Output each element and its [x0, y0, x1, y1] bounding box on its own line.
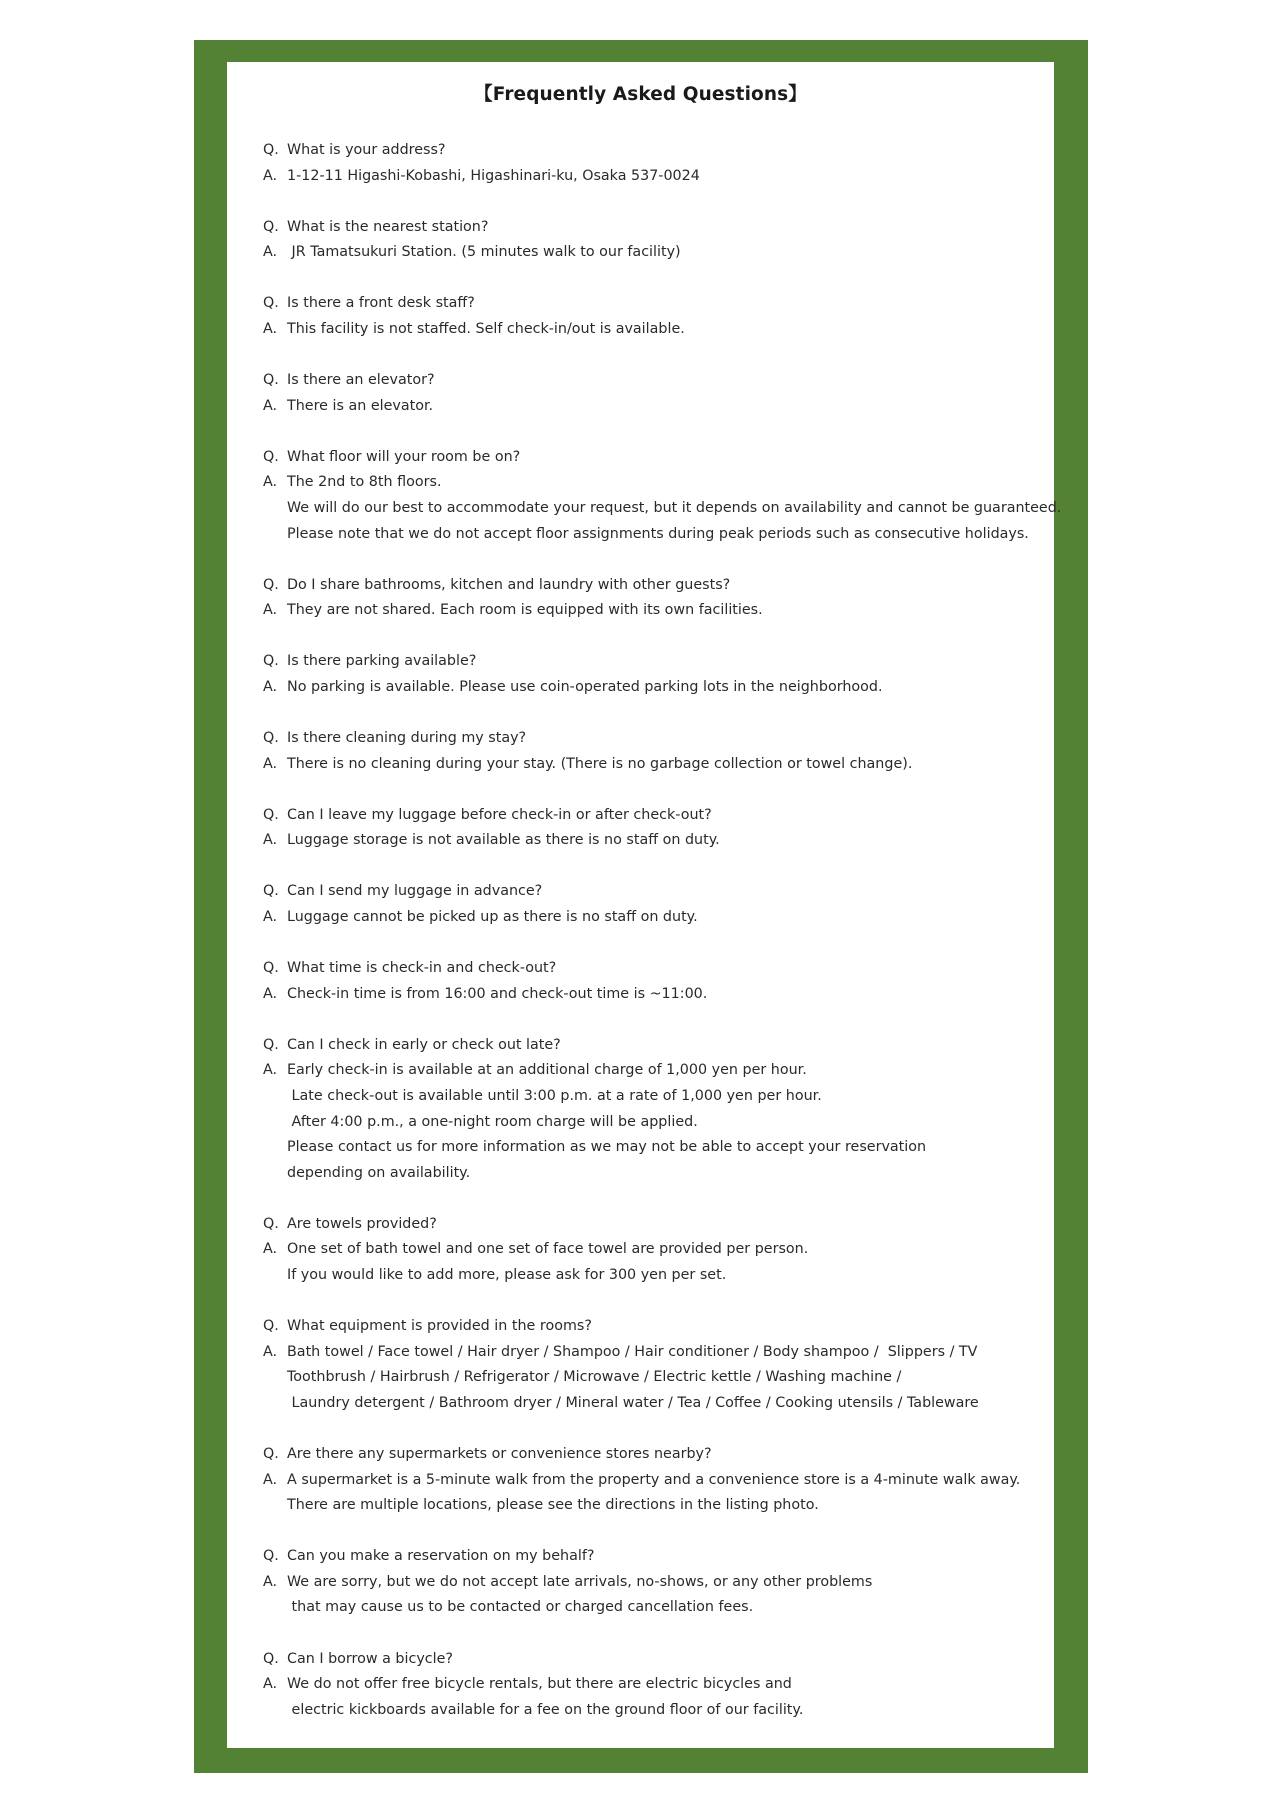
faq-question [263, 803, 1053, 829]
answer-text: There are multiple locations, please see the directions in the listing photo. [287, 1497, 819, 1514]
faq-item [263, 138, 1053, 189]
faq-answer [263, 1340, 1053, 1366]
answer-text: If you would like to add more, please ask for 300 yen per set. [287, 1267, 727, 1283]
faq-answer-continued [263, 1493, 1053, 1519]
question-marker: Q. [263, 1215, 279, 1232]
faq-item [263, 445, 1062, 547]
faq-question [263, 573, 1053, 599]
faq-question [263, 138, 1053, 164]
faq-answer [263, 470, 1053, 496]
question-text: Is there parking available? [287, 653, 477, 670]
question-marker: Q. [263, 1036, 279, 1053]
question-text: Is there a front desk staff? [287, 295, 475, 312]
faq-answer [263, 317, 1053, 343]
faq-question [263, 215, 1053, 241]
question-text: Can I leave my luggage before check-in or after check-out? [287, 806, 712, 823]
answer-text: Check-in time is from 16:00 and check-out time is ~11:00. [287, 985, 708, 1002]
faq-item [263, 726, 1053, 777]
question-marker: Q. [263, 295, 279, 312]
question-text: What floor will your room be on? [287, 448, 521, 465]
question-text: Are there any supermarkets or convenience stores nearby? [287, 1445, 712, 1462]
question-marker: Q. [263, 448, 279, 465]
faq-question [263, 1544, 1053, 1570]
question-text: Can I borrow a bicycle? [287, 1650, 453, 1667]
answer-marker: A. [263, 602, 278, 619]
answer-text: We do not offer free bicycle rentals, but there are electric bicycles and [287, 1676, 792, 1693]
faq-question [263, 956, 1053, 982]
faq-answer [263, 1058, 1053, 1084]
faq-answer [263, 752, 1053, 778]
faq-sheet [227, 62, 1062, 1748]
answer-text: There is no cleaning during your stay. (There is no garbage collection or towel change). [287, 755, 913, 772]
faq-answer [263, 1570, 1053, 1596]
answer-text: One set of bath towel and one set of face towel are provided per person. [287, 1241, 809, 1258]
answer-marker: A. [263, 1573, 278, 1590]
faq-answer [263, 1672, 1053, 1698]
faq-answer [263, 675, 1053, 701]
faq-answer-continued [263, 1161, 1053, 1187]
answer-text: We will do our best to accommodate your request, but it depends on availability and cannot be guaranteed. [287, 499, 1062, 516]
faq-question [263, 1442, 1053, 1468]
answer-marker: A. [263, 474, 278, 491]
faq-item [263, 1544, 1053, 1621]
faq-question [263, 1647, 1053, 1673]
question-marker: Q. [263, 1650, 279, 1667]
question-marker: Q. [263, 218, 279, 235]
answer-marker: A. [263, 908, 278, 925]
answer-marker: A. [263, 832, 278, 849]
question-text: What time is check-in and check-out? [287, 960, 557, 977]
answer-text: 1-12-11 Higashi-Kobashi, Higashinari-ku, Osaka 537-0024 [287, 167, 700, 184]
page-title: 【Frequently Asked Questions】 [474, 84, 807, 105]
question-marker: Q. [263, 576, 279, 593]
answer-text: The 2nd to 8th floors. [287, 474, 442, 491]
question-text: Can I check in early or check out late? [287, 1036, 561, 1053]
question-text: Are towels provided? [287, 1215, 437, 1232]
faq-question [263, 445, 1053, 471]
faq-question [263, 1212, 1053, 1238]
answer-text: After 4:00 p.m., a one-night room charge will be applied. [287, 1113, 698, 1130]
faq-item [263, 215, 1053, 266]
faq-answer [263, 598, 1053, 624]
question-text: What is the nearest station? [287, 218, 489, 235]
answer-text: depending on availability. [287, 1164, 471, 1181]
answer-marker: A. [263, 167, 278, 184]
faq-item [263, 1033, 1053, 1187]
question-text: Is there cleaning during my stay? [287, 730, 527, 746]
faq-answer-continued [263, 496, 1062, 522]
answer-marker: A. [263, 397, 278, 414]
faq-answer [263, 1468, 1053, 1494]
question-text: Can I send my luggage in advance? [287, 883, 543, 900]
answer-marker: A. [263, 678, 278, 695]
answer-text: They are not shared. Each room is equipped with its own facilities. [287, 602, 763, 619]
faq-answer-continued [263, 1110, 1053, 1136]
answer-marker: A. [263, 1343, 278, 1360]
question-marker: Q. [263, 1548, 279, 1565]
faq-item [263, 1212, 1053, 1289]
answer-text: electric kickboards available for a fee on the ground floor of our facility. [287, 1701, 804, 1718]
answer-text: Luggage cannot be picked up as there is no staff on duty. [287, 908, 698, 925]
faq-answer [263, 905, 1053, 931]
answer-marker: A. [263, 1471, 278, 1488]
faq-answer-continued [263, 1084, 1053, 1110]
answer-text: We are sorry, but we do not accept late arrivals, no-shows, or any other problems [287, 1573, 873, 1590]
answer-text: Please note that we do not accept floor assignments during peak periods such as consecutive holidays. [287, 525, 1029, 542]
answer-text: Late check-out is available until 3:00 p.m. at a rate of 1,000 yen per hour. [287, 1087, 822, 1104]
faq-list [263, 138, 1062, 1749]
faq-answer-continued [263, 1135, 1053, 1161]
question-marker: Q. [263, 1318, 279, 1335]
faq-answer [263, 982, 1053, 1008]
faq-question [263, 291, 1053, 317]
answer-text: Please contact us for more information as we may not be able to accept your reservation [287, 1139, 927, 1156]
question-marker: Q. [263, 653, 279, 670]
faq-answer-continued [263, 522, 1053, 548]
faq-question [263, 879, 1053, 905]
answer-marker: A. [263, 755, 278, 772]
faq-question [263, 1314, 1053, 1340]
faq-answer [263, 240, 1053, 266]
answer-marker: A. [263, 1062, 278, 1079]
faq-item [263, 1314, 1053, 1416]
faq-item [263, 879, 1053, 930]
answer-text: that may cause us to be contacted or charged cancellation fees. [287, 1599, 754, 1616]
question-marker: Q. [263, 730, 279, 746]
answer-text: There is an elevator. [287, 397, 434, 414]
faq-answer-continued [263, 1263, 1053, 1289]
answer-text: Laundry detergent / Bathroom dryer / Mineral water / Tea / Coffee / Cooking utensils / Tableware [287, 1394, 979, 1411]
faq-question [263, 649, 1053, 675]
question-text: Do I share bathrooms, kitchen and laundry with other guests? [287, 576, 731, 593]
faq-item [263, 649, 1053, 700]
answer-text: Bath towel / Face towel / Hair dryer / Shampoo / Hair conditioner / Body shampoo / Slippers / TV [287, 1343, 978, 1360]
faq-item [263, 1442, 1053, 1519]
faq-answer [263, 394, 1053, 420]
question-text: Is there an elevator? [287, 372, 435, 389]
answer-marker: A. [263, 1676, 278, 1693]
faq-item [263, 1647, 1053, 1724]
faq-answer [263, 828, 1053, 854]
answer-marker: A. [263, 244, 278, 261]
question-marker: Q. [263, 1445, 279, 1462]
answer-marker: A. [263, 985, 278, 1002]
faq-answer [263, 1237, 1053, 1263]
faq-answer-continued [263, 1365, 1053, 1391]
faq-question [263, 368, 1053, 394]
faq-item [263, 956, 1053, 1007]
answer-text: Toothbrush / Hairbrush / Refrigerator / Microwave / Electric kettle / Washing machine / [287, 1369, 902, 1386]
question-text: Can you make a reservation on my behalf? [287, 1548, 595, 1565]
faq-question [263, 726, 1053, 752]
question-marker: Q. [263, 960, 279, 977]
question-marker: Q. [263, 142, 279, 158]
faq-item [263, 803, 1053, 854]
faq-item [263, 368, 1053, 419]
answer-text: This facility is not staffed. Self check-in/out is available. [287, 320, 685, 337]
answer-text: JR Tamatsukuri Station. (5 minutes walk to our facility) [287, 244, 681, 261]
answer-marker: A. [263, 1241, 278, 1258]
answer-marker: A. [263, 320, 278, 337]
faq-answer-continued [263, 1698, 1053, 1724]
answer-text: Early check-in is available at an additional charge of 1,000 yen per hour. [287, 1062, 807, 1079]
faq-answer [263, 164, 1053, 190]
answer-text: Luggage storage is not available as there is no staff on duty. [287, 832, 720, 849]
faq-answer-continued [263, 1595, 1053, 1621]
question-text: What equipment is provided in the rooms? [287, 1318, 592, 1335]
question-marker: Q. [263, 883, 279, 900]
question-marker: Q. [263, 806, 279, 823]
faq-item [263, 291, 1053, 342]
answer-text: A supermarket is a 5-minute walk from the property and a convenience store is a 4-minute walk away. [287, 1471, 1021, 1488]
faq-item [263, 573, 1053, 624]
faq-answer-continued [263, 1391, 1053, 1417]
answer-text: No parking is available. Please use coin-operated parking lots in the neighborhood. [287, 678, 883, 695]
green-border-frame [194, 40, 1088, 1773]
question-marker: Q. [263, 372, 279, 389]
question-text: What is your address? [287, 142, 446, 158]
faq-question [263, 1033, 1053, 1059]
